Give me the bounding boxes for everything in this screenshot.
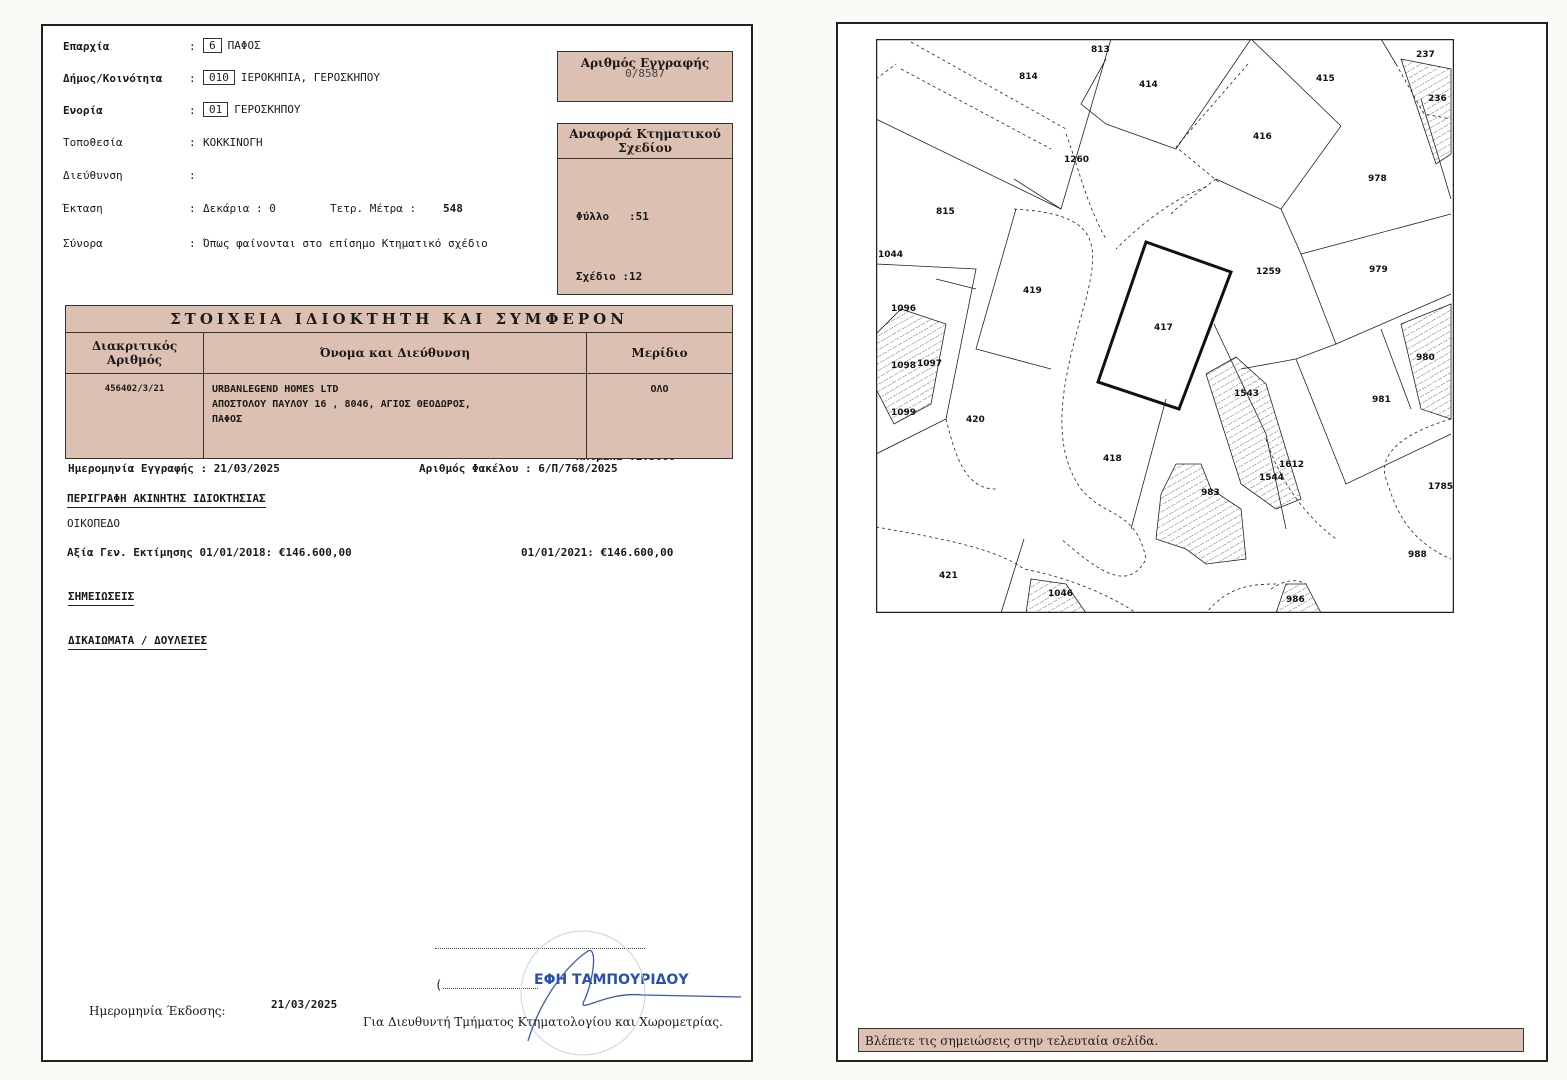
parcel-1612: 1612 xyxy=(1279,460,1305,470)
file-number: Αριθμός Φακέλου : 6/Π/768/2025 xyxy=(419,462,618,475)
province-name: ΠΑΦΟΣ xyxy=(227,39,261,52)
owner-id: 456402/3/21 xyxy=(66,374,204,459)
parcel-1097: 1097 xyxy=(917,359,943,369)
cadastral-plan-box xyxy=(557,123,733,295)
parcel-1543: 1543 xyxy=(1234,389,1260,399)
plan-number: Σχέδιο :12 xyxy=(576,270,643,283)
owner-share: ΟΛΟ xyxy=(587,374,733,459)
parcel-1544: 1544 xyxy=(1259,473,1285,483)
parish-code: 01 xyxy=(203,102,228,117)
cadastral-map-page xyxy=(836,22,1548,1062)
signatory-name: ΕΦΗ ΤΑΜΠΟΥΡΙΔΟΥ xyxy=(534,972,689,988)
parcel-416: 416 xyxy=(1253,132,1272,142)
parcel-420: 420 xyxy=(966,415,985,425)
issue-date-label: Ημερομηνία Έκδοσης: xyxy=(89,1004,226,1018)
municipality-name: ΙΕΡΟΚΗΠΙΑ, ΓΕΡΟΣΚΗΠΟΥ xyxy=(240,71,380,84)
registration-number-box xyxy=(557,51,733,102)
valuation-2021: 01/01/2021: €146.600,00 xyxy=(521,546,674,559)
parcel-983: 983 xyxy=(1201,488,1220,498)
parcel-988: 988 xyxy=(1408,550,1427,560)
parcel-979: 979 xyxy=(1369,265,1388,275)
issue-date-value: 21/03/2025 xyxy=(271,998,338,1011)
signatory-title: Για Διευθυντή Τμήματος Κτηματολογίου και Χωρομετρίας. xyxy=(363,1015,723,1029)
parcel-418: 418 xyxy=(1103,454,1122,464)
signature-mark xyxy=(513,921,753,1071)
parcel-814: 814 xyxy=(1019,72,1038,82)
cadastral-map xyxy=(876,39,1454,613)
owner-name: URBANLEGEND HOMES LTD xyxy=(212,384,339,395)
locality-label: Τοποθεσία xyxy=(63,136,123,149)
owner-table xyxy=(65,305,733,459)
plan-box-title: Αναφορά Κτηματικού Σχεδίου xyxy=(558,124,732,159)
col-id-header: Διακριτικός Αριθμός xyxy=(66,333,204,374)
parcel-815: 815 xyxy=(936,207,955,217)
parcel-813: 813 xyxy=(1091,45,1110,55)
registration-date: Ημερομηνία Εγγραφής : 21/03/2025 xyxy=(68,462,280,475)
area-sqm-value: 548 xyxy=(443,202,463,215)
notes-heading: ΣΗΜΕΙΩΣΕΙΣ xyxy=(68,590,134,603)
parcel-981: 981 xyxy=(1372,395,1391,405)
parcel-236: 236 xyxy=(1428,94,1447,104)
area-sqm-label: Τετρ. Μέτρα : xyxy=(330,202,417,215)
parcel-980: 980 xyxy=(1416,353,1435,363)
table-row xyxy=(66,374,733,459)
col-name-header: Όνομα και Διεύθυνση xyxy=(204,333,587,374)
parcel-1785: 1785 xyxy=(1428,482,1454,492)
area-label: Έκταση xyxy=(63,202,103,215)
plan-sheet: Φύλλο :51 xyxy=(576,210,649,223)
parcel-414: 414 xyxy=(1139,80,1158,90)
title-deed-page: Επαρχία : 6 ΠΑΦΟΣ Δήμος/Κοινότητα : 010 ΙΕΡΟΚΗΠΙΑ, ΓΕΡΟΣΚΗΠΟΥ Ενορία : 01 ΓΕΡΟΣΚΗΠΟΥ Τοποθεσία : ΚΟΚΚΙΝΟΓΗ Διεύθυνση : Έκταση : Δεκάρια : 0 Τετρ. Μέτρα : 548 Σύνορα : Όπως φαίνονται στο επίσημο Κτηματικό σχέδιο Αριθμός Εγγραφής 0/8587 Αναφορά Κτηματικού Σχεδίου Φύλλο :51 Σχέδιο :12 ΣΤΟΙΧΕΙΑ ΙΔΙΟΚΤΗΤΗ ΚΑΙ ΣΥΜΦΕΡΟΝ Διακριτικός Αριθμός Όνομα και Διεύθυνση Μερίδιο 456402/3/21 URBANLEGEND HOMES LTD ΑΠΟΣΤΟΛΟΥ ΠΑΥΛΟΥ 16 , 8046, ΑΓΙΟΣ ΘΕΟΔΩΡΟΣ, ΠΑΦΟΣ ΟΛΟ Ημερομηνία Εγγραφής : 21/03/2025 Αριθμός Φακέλου : 6/Π/768/2025 ΠΕΡΙΓΡΑΦΗ ΑΚΙΝΗΤΗΣ ΙΔΙΟΚΤΗΣΙΑΣ ΟΙΚΟΠΕΔΟ Αξία Γεν. Εκτίμησης 01/01/2018: €146.600,00 01/01/2021: €146.600,00 ΣΗΜΕΙΩΣΕΙΣ ΔΙΚΑΙΩΜΑΤΑ / ΔΟΥΛΕΙΕΣ ( ΕΦΗ ΤΑΜΠΟΥΡΙΔΟΥ Ημερομηνία Έκδοσης: 21/03/2025 Για Διευθυντή Τμήματος Κτηματολογίου και Χωρομετρίας. xyxy=(41,24,753,1062)
municipality-code: 010 xyxy=(203,70,235,85)
parcel-421: 421 xyxy=(939,571,958,581)
parcel-1046: 1046 xyxy=(1048,589,1074,599)
registration-number: 0/8587 xyxy=(625,67,665,80)
parish-name: ΓΕΡΟΣΚΗΠΟΥ xyxy=(234,103,301,116)
address-label: Διεύθυνση xyxy=(63,169,123,182)
municipality-label: Δήμος/Κοινότητα xyxy=(63,72,163,85)
province-code: 6 xyxy=(203,38,222,53)
parcel-978: 978 xyxy=(1368,174,1387,184)
parcel-1096: 1096 xyxy=(891,304,917,314)
parcel-1259: 1259 xyxy=(1256,267,1282,277)
owner-address-line2: ΠΑΦΟΣ xyxy=(212,414,243,425)
parcel-417: 417 xyxy=(1154,323,1173,333)
area-dekaria: Δεκάρια : 0 xyxy=(203,202,276,215)
parcel-1098: 1098 xyxy=(891,361,917,371)
rights-heading: ΔΙΚΑΙΩΜΑΤΑ / ΔΟΥΛΕΙΕΣ xyxy=(68,634,207,647)
property-description-value: ΟΙΚΟΠΕΔΟ xyxy=(67,517,120,530)
parcel-1099: 1099 xyxy=(891,408,917,418)
parcel-415: 415 xyxy=(1316,74,1335,84)
valuation-2018: Αξία Γεν. Εκτίμησης 01/01/2018: €146.600,00 xyxy=(67,546,352,559)
property-description-heading: ΠΕΡΙΓΡΑΦΗ ΑΚΙΝΗΤΗΣ ΙΔΙΟΚΤΗΣΙΑΣ xyxy=(67,492,266,505)
borders-label: Σύνορα xyxy=(63,237,103,250)
owner-address-line1: ΑΠΟΣΤΟΛΟΥ ΠΑΥΛΟΥ 16 , 8046, ΑΓΙΟΣ ΘΕΟΔΩΡΟΣ, xyxy=(212,399,471,410)
col-share-header: Μερίδιο xyxy=(587,333,733,374)
locality-value: ΚΟΚΚΙΝΟΓΗ xyxy=(203,136,263,149)
parish-label: Ενορία xyxy=(63,104,103,117)
parcel-986: 986 xyxy=(1286,595,1305,605)
parcel-419: 419 xyxy=(1023,286,1042,296)
province-label: Επαρχία xyxy=(63,40,110,53)
footer-note: Βλέπετε τις σημειώσεις στην τελευταία σελίδα. xyxy=(858,1028,1524,1052)
registration-title: Αριθμός Εγγραφής xyxy=(580,56,710,70)
borders-value: Όπως φαίνονται στο επίσημο Κτηματικό σχέδιο xyxy=(203,237,488,250)
parcel-237: 237 xyxy=(1416,50,1435,60)
parcel-1260: 1260 xyxy=(1064,155,1090,165)
owner-table-title: ΣΤΟΙΧΕΙΑ ΙΔΙΟΚΤΗΤΗ ΚΑΙ ΣΥΜΦΕΡΟΝ xyxy=(66,306,733,333)
parcel-1044: 1044 xyxy=(878,250,904,260)
